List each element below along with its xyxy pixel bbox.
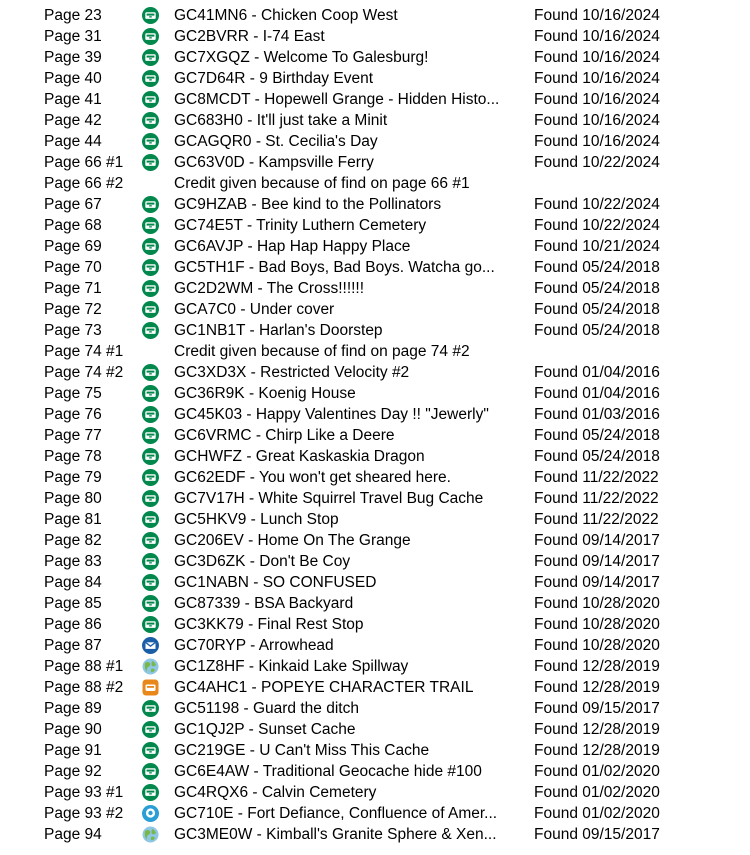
traditional-cache-icon: [142, 28, 159, 45]
traditional-cache-icon: [142, 574, 159, 591]
list-item: [0, 635, 750, 656]
credit-note: Credit given because of find on page 66 #1: [174, 175, 470, 192]
found-date: Found 12/28/2019: [534, 721, 660, 738]
traditional-cache-icon: [142, 301, 159, 318]
list-item: [0, 215, 750, 236]
page-number: Page 94: [44, 826, 102, 843]
list-item: [0, 383, 750, 404]
found-date: Found 10/16/2024: [534, 133, 660, 150]
earthcache-icon: [142, 826, 159, 843]
list-item: [0, 152, 750, 173]
found-date: Found 09/15/2017: [534, 826, 660, 843]
list-item: [0, 572, 750, 593]
cache-name: GC51198 - Guard the ditch: [174, 700, 359, 717]
page-number: Page 93 #2: [44, 805, 124, 822]
list-item: [0, 257, 750, 278]
page-number: Page 66 #1: [44, 154, 124, 171]
found-date: Found 09/14/2017: [534, 553, 660, 570]
page-number: Page 31: [44, 28, 102, 45]
list-item: [0, 89, 750, 110]
list-item: [0, 5, 750, 26]
traditional-cache-icon: [142, 259, 159, 276]
list-item: [0, 488, 750, 509]
cache-name: GC4AHC1 - POPEYE CHARACTER TRAIL: [174, 679, 474, 696]
list-item: [0, 551, 750, 572]
list-item: [0, 824, 750, 845]
cache-name: GC206EV - Home On The Grange: [174, 532, 411, 549]
cache-name: GC2BVRR - I-74 East: [174, 28, 325, 45]
cache-name: GC41MN6 - Chicken Coop West: [174, 7, 398, 24]
found-date: Found 10/16/2024: [534, 70, 660, 87]
traditional-cache-icon: [142, 70, 159, 87]
page-number: Page 91: [44, 742, 102, 759]
found-date: Found 10/28/2020: [534, 616, 660, 633]
page-number: Page 80: [44, 490, 102, 507]
page-number: Page 93 #1: [44, 784, 124, 801]
cache-name: GCAGQR0 - St. Cecilia's Day: [174, 133, 378, 150]
found-date: Found 12/28/2019: [534, 658, 660, 675]
cache-name: GC219GE - U Can't Miss This Cache: [174, 742, 430, 759]
found-date: Found 11/22/2022: [534, 469, 659, 486]
list-item: [0, 194, 750, 215]
traditional-cache-icon: [142, 112, 159, 129]
found-date: Found 05/24/2018: [534, 448, 660, 465]
list-item: [0, 299, 750, 320]
found-date: Found 10/16/2024: [534, 49, 660, 66]
list-item: [0, 761, 750, 782]
page-number: Page 92: [44, 763, 102, 780]
page-number: Page 44: [44, 133, 102, 150]
cache-name: GC3ME0W - Kimball's Granite Sphere & Xen...: [174, 826, 497, 843]
page-number: Page 88 #1: [44, 658, 124, 675]
cache-name: GC5HKV9 - Lunch Stop: [174, 511, 339, 528]
page-number: Page 69: [44, 238, 102, 255]
found-date: Found 10/16/2024: [534, 28, 660, 45]
found-date: Found 01/02/2020: [534, 805, 660, 822]
cache-name: GC45K03 - Happy Valentines Day !! "Jewerly": [174, 406, 489, 423]
page-number: Page 85: [44, 595, 102, 612]
page-number: Page 73: [44, 322, 102, 339]
traditional-cache-icon: [142, 427, 159, 444]
list-item: [0, 614, 750, 635]
list-item: [0, 467, 750, 488]
cache-name: GC6VRMC - Chirp Like a Deere: [174, 427, 395, 444]
cache-name: GC87339 - BSA Backyard: [174, 595, 354, 612]
found-date: Found 10/16/2024: [534, 112, 660, 129]
found-date: Found 10/22/2024: [534, 217, 660, 234]
page-number: Page 75: [44, 385, 102, 402]
cache-name: GC62EDF - You won't get sheared here.: [174, 469, 451, 486]
found-date: Found 10/21/2024: [534, 238, 660, 255]
list-item: [0, 530, 750, 551]
list-item: [0, 782, 750, 803]
list-item: [0, 698, 750, 719]
page-number: Page 82: [44, 532, 102, 549]
letterbox-cache-icon: [142, 637, 159, 654]
traditional-cache-icon: [142, 616, 159, 633]
found-date: Found 01/03/2016: [534, 406, 660, 423]
traditional-cache-icon: [142, 406, 159, 423]
page-number: Page 71: [44, 280, 102, 297]
page-number: Page 72: [44, 301, 102, 318]
cache-name: GC7D64R - 9 Birthday Event: [174, 70, 374, 87]
cache-name: GC36R9K - Koenig House: [174, 385, 356, 402]
page-number: Page 67: [44, 196, 102, 213]
cache-name: GC2D2WM - The Cross!!!!!!: [174, 280, 365, 297]
traditional-cache-icon: [142, 595, 159, 612]
page-number: Page 76: [44, 406, 102, 423]
virtual-cache-icon: [142, 805, 159, 822]
page-number: Page 42: [44, 112, 102, 129]
page-number: Page 88 #2: [44, 679, 124, 696]
page-number: Page 39: [44, 49, 102, 66]
traditional-cache-icon: [142, 490, 159, 507]
found-date: Found 01/02/2020: [534, 763, 660, 780]
cache-name: GC7XGQZ - Welcome To Galesburg!: [174, 49, 429, 66]
traditional-cache-icon: [142, 364, 159, 381]
traditional-cache-icon: [142, 700, 159, 717]
list-item: [0, 341, 750, 362]
cache-name: GC74E5T - Trinity Luthern Cemetery: [174, 217, 427, 234]
list-item: [0, 236, 750, 257]
found-date: Found 10/16/2024: [534, 7, 660, 24]
traditional-cache-icon: [142, 385, 159, 402]
traditional-cache-icon: [142, 469, 159, 486]
cache-name: GC63V0D - Kampsville Ferry: [174, 154, 374, 171]
page-number: Page 83: [44, 553, 102, 570]
found-date: Found 10/28/2020: [534, 595, 660, 612]
cache-name: GC6E4AW - Traditional Geocache hide #100: [174, 763, 482, 780]
found-date: Found 01/02/2020: [534, 784, 660, 801]
traditional-cache-icon: [142, 217, 159, 234]
page-number: Page 81: [44, 511, 102, 528]
list-item: [0, 26, 750, 47]
cache-name: GC3KK79 - Final Rest Stop: [174, 616, 364, 633]
traditional-cache-icon: [142, 721, 159, 738]
found-date: Found 05/24/2018: [534, 280, 660, 297]
traditional-cache-icon: [142, 553, 159, 570]
list-item: [0, 404, 750, 425]
found-date: Found 12/28/2019: [534, 742, 660, 759]
page-number: Page 84: [44, 574, 102, 591]
found-date: Found 10/22/2024: [534, 196, 660, 213]
cache-name: GC683H0 - It'll just take a Minit: [174, 112, 388, 129]
found-date: Found 11/22/2022: [534, 490, 659, 507]
credit-note: Credit given because of find on page 74 #2: [174, 343, 470, 360]
list-item: [0, 803, 750, 824]
cache-name: GC1NB1T - Harlan's Doorstep: [174, 322, 383, 339]
list-item: [0, 656, 750, 677]
list-item: [0, 719, 750, 740]
page-number: Page 70: [44, 259, 102, 276]
found-date: Found 05/24/2018: [534, 322, 660, 339]
traditional-cache-icon: [142, 742, 159, 759]
list-item: [0, 68, 750, 89]
list-item: [0, 131, 750, 152]
traditional-cache-icon: [142, 49, 159, 66]
list-item: [0, 320, 750, 341]
page-number: Page 87: [44, 637, 102, 654]
found-date: Found 09/14/2017: [534, 574, 660, 591]
found-date: Found 09/14/2017: [534, 532, 660, 549]
cache-name: GC5TH1F - Bad Boys, Bad Boys. Watcha go...: [174, 259, 495, 276]
list-item: [0, 278, 750, 299]
cache-name: GC4RQX6 - Calvin Cemetery: [174, 784, 377, 801]
earthcache-icon: [142, 658, 159, 675]
cache-name: GC6AVJP - Hap Hap Happy Place: [174, 238, 411, 255]
list-item: [0, 677, 750, 698]
page-number: Page 66 #2: [44, 175, 124, 192]
found-date: Found 12/28/2019: [534, 679, 660, 696]
cache-name: GC70RYP - Arrowhead: [174, 637, 334, 654]
traditional-cache-icon: [142, 7, 159, 24]
cache-name: GC8MCDT - Hopewell Grange - Hidden Histo...: [174, 91, 500, 108]
cache-name: GC1NABN - SO CONFUSED: [174, 574, 377, 591]
traditional-cache-icon: [142, 133, 159, 150]
cache-name: GC1Z8HF - Kinkaid Lake Spillway: [174, 658, 409, 675]
list-item: [0, 509, 750, 530]
found-date: Found 10/28/2020: [534, 637, 660, 654]
page-number: Page 90: [44, 721, 102, 738]
cache-name: GC3D6ZK - Don't Be Coy: [174, 553, 351, 570]
traditional-cache-icon: [142, 280, 159, 297]
page-number: Page 77: [44, 427, 102, 444]
found-date: Found 05/24/2018: [534, 301, 660, 318]
found-date: Found 05/24/2018: [534, 259, 660, 276]
cache-name: GC3XD3X - Restricted Velocity #2: [174, 364, 410, 381]
page-number: Page 41: [44, 91, 102, 108]
list-item: [0, 740, 750, 761]
traditional-cache-icon: [142, 91, 159, 108]
cache-name: GCHWFZ - Great Kaskaskia Dragon: [174, 448, 425, 465]
list-item: [0, 593, 750, 614]
page-number: Page 68: [44, 217, 102, 234]
traditional-cache-icon: [142, 532, 159, 549]
list-item: [0, 173, 750, 194]
cache-name: GC1QJ2P - Sunset Cache: [174, 721, 356, 738]
cache-name: GCA7C0 - Under cover: [174, 301, 335, 318]
page-number: Page 78: [44, 448, 102, 465]
traditional-cache-icon: [142, 154, 159, 171]
list-item: [0, 110, 750, 131]
cache-name: GC9HZAB - Bee kind to the Pollinators: [174, 196, 442, 213]
traditional-cache-icon: [142, 448, 159, 465]
traditional-cache-icon: [142, 763, 159, 780]
page-number: Page 23: [44, 7, 102, 24]
found-date: Found 01/04/2016: [534, 364, 660, 381]
page-number: Page 89: [44, 700, 102, 717]
found-date: Found 01/04/2016: [534, 385, 660, 402]
page-number: Page 79: [44, 469, 102, 486]
page-number: Page 40: [44, 70, 102, 87]
traditional-cache-icon: [142, 322, 159, 339]
cache-name: GC710E - Fort Defiance, Confluence of Amer...: [174, 805, 498, 822]
found-date: Found 10/22/2024: [534, 154, 660, 171]
traditional-cache-icon: [142, 196, 159, 213]
page-number: Page 86: [44, 616, 102, 633]
traditional-cache-icon: [142, 784, 159, 801]
cache-name: GC7V17H - White Squirrel Travel Bug Cache: [174, 490, 484, 507]
list-item: [0, 362, 750, 383]
traditional-cache-icon: [142, 511, 159, 528]
traditional-cache-icon: [142, 238, 159, 255]
page-number: Page 74 #1: [44, 343, 124, 360]
list-item: [0, 425, 750, 446]
cache-list: [0, 5, 750, 845]
list-item: [0, 47, 750, 68]
multi-cache-icon: [142, 679, 159, 696]
list-item: [0, 446, 750, 467]
page-number: Page 74 #2: [44, 364, 124, 381]
found-date: Found 11/22/2022: [534, 511, 659, 528]
found-date: Found 10/16/2024: [534, 91, 660, 108]
found-date: Found 05/24/2018: [534, 427, 660, 444]
found-date: Found 09/15/2017: [534, 700, 660, 717]
